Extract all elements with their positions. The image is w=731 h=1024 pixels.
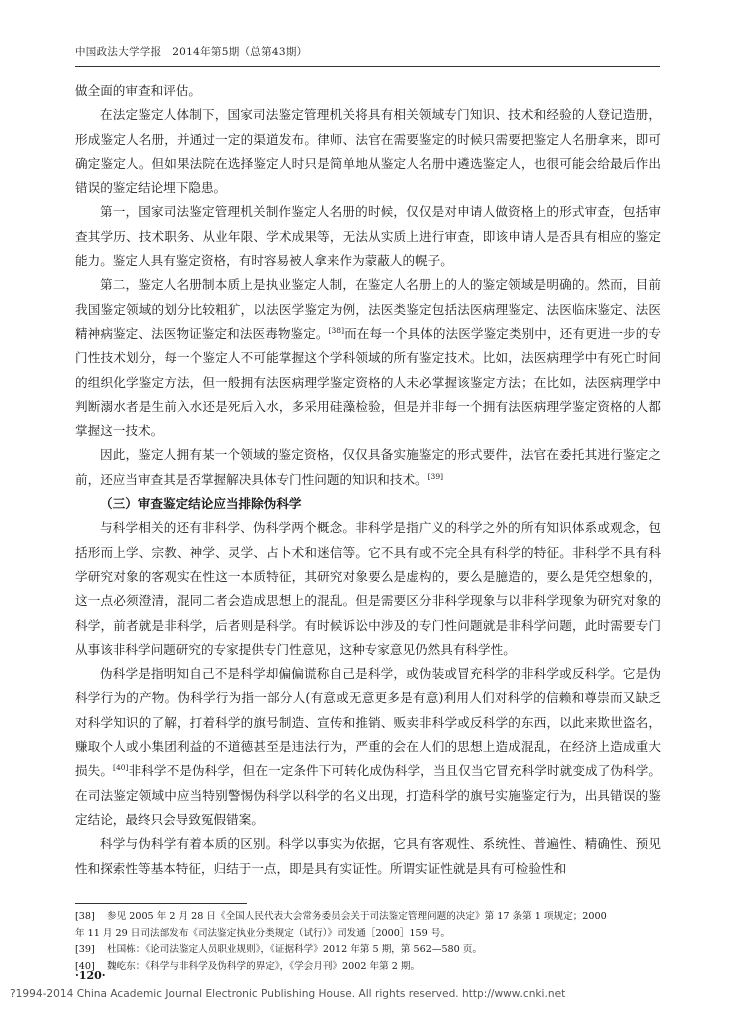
footnote-text: 年 11 月 29 日司法部发布《司法鉴定执业分类规定（试行）》司发通［2000］159 号。: [75, 927, 450, 939]
footnote-ref[interactable]: [38]: [328, 325, 345, 335]
paragraph-text: 非科学不是伪科学，但在一定条件下可转化成伪科学，当且仅当它冒充科学时就变成了伪科学。在司法鉴定领域中应当特别警惕伪科学以科学的名义出现，打造科学的旗号实施鉴定行为，出具错误的鉴定结论，最终只会导致冤假错案。: [75, 763, 662, 827]
footnote-ref[interactable]: [40]: [113, 763, 129, 773]
page-number: ·120·: [75, 969, 106, 982]
header-rule: [75, 66, 660, 67]
footnote-ref[interactable]: [39]: [427, 471, 444, 481]
article-body: [75, 79, 661, 881]
footnote-text: 魏屹东：《科学与非科学及伪科学的界定》，《学会月刊》2002 年第 2 期。: [107, 960, 421, 972]
paragraph-text: 第二，鉴定人名册制本质上是执业鉴定人制，在鉴定人名册上的人的鉴定领域是明确的。然而，目前我国鉴定领域的划分比较粗犷，以法医学鉴定为例，法医类鉴定包括法医病理鉴定、法医临床鉴定、法医精神病鉴定、法医物证鉴定和法医毒物鉴定。: [75, 277, 661, 341]
paragraph: 做全面的审查和评估。: [75, 83, 201, 98]
footnote: [75, 959, 665, 976]
paragraph-text: 伪科学是指明知自己不是科学却偏偏谎称自己是科学，或伪装或冒充科学的非科学或反科学。它是伪科学行为的产物。伪科学行为指一部分人(有意或无意更多是有意)利用人们对科学的信赖和尊崇而又缺乏对科学知识的了解，打着科学的旗号制造、宣传和推销、贩卖非科学或反科学的东西，以此来欺世盗名，赚取个人或小集团利益的不道德甚至是违法行为，严重的会在人们的思想上造成混乱，在经济上造成重大损失。: [75, 666, 661, 779]
paragraph-text: 而在每一个具体的法医学鉴定类别中，还有更进一步的专门性技术划分，每一个鉴定人不可能掌握这个学科领域的所有鉴定技术。比如，法医病理学中有死亡时间的组织化学鉴定方法，但一般拥有法医病理学鉴定资格的人未必掌握该鉴定方法；在比如，法医病理学中判断溺水者是生前入水还是死后入水，多采用硅藻检验，但是并非每一个拥有法医病理学鉴定资格的人都掌握这一技术。: [75, 325, 662, 439]
section-heading: （三）审查鉴定结论应当排除伪科学: [100, 496, 302, 512]
paragraph: 科学与伪科学有着本质的区别。科学以事实为依据，它具有客观性、系统性、普遍性、精确性、预见性和探索性等基本特征，归结于一点，即是具有实证性。所谓实证性就是具有可检验性和: [75, 836, 661, 876]
footnote-text: 杜国栋：《论司法鉴定人员职业规则》，《证据科学》2012 年第 5 期，第 562—580 页。: [107, 944, 482, 955]
copyright-footer: ?1994-2014 China Academic Journal Electronic Publishing House. All rights reserved. http://www.cnki.net: [10, 988, 566, 1000]
footnote-continuation: [75, 926, 665, 943]
paragraph: [75, 662, 661, 832]
paragraph: 第一，国家司法鉴定管理机关制作鉴定人名册的时候，仅仅是对申请人做资格上的形式审查，包括审查其学历、技术职务、从业年限、学术成果等，无法从实质上进行审查，即该申请人是否具有相应的鉴定能力。鉴定人具有鉴定资格，有时容易被人拿来作为蒙蔽人的幌子。: [75, 204, 661, 269]
footnotes: [75, 909, 665, 975]
footnote: [75, 909, 665, 926]
paragraph: 与科学相关的还有非科学、伪科学两个概念。非科学是指广义的科学之外的所有知识体系或观念，包括形而上学、宗教、神学、灵学、占卜术和迷信等。它不具有或不完全具有科学的特征。非科学不具有科学研究对象的客观实在性这一本质特征，其研究对象要么是虚构的，要么是臆造的，要么是凭空想象的，这一点必须澄清，混同二者会造成思想上的混乱。但是需要区分非科学现象与以非科学现象为研究对象的科学，前者就是非科学，后者则是科学。有时候诉讼中涉及的专门性问题就是非科学问题，此时需要专门从事该非科学问题研究的专家提供专门性意见，这种专家意见仍然具有科学性。: [75, 520, 661, 657]
footnote-number: [40]: [75, 960, 95, 972]
footnote: [75, 942, 665, 959]
footnote-number: [39]: [75, 944, 95, 955]
paragraph: [75, 443, 661, 492]
footnote-text: 参见 2005 年 2 月 28 日《全国人民代表大会常务委员会关于司法鉴定管理问题的决定》第 17 条第 1 项规定；2000: [107, 911, 607, 922]
footnote-number: [38]: [75, 911, 95, 922]
paragraph: 在法定鉴定人体制下，国家司法鉴定管理机关将具有相关领域专门知识、技术和经验的人登记造册，形成鉴定人名册，并通过一定的渠道发布。律师、法官在需要鉴定的时候只需要把鉴定人名册拿来，即可确定鉴定人。但如果法院在选择鉴定人时只是简单地从鉴定人名册中遴选鉴定人，也很可能会给最后作出错误的鉴定结论埋下隐患。: [75, 107, 661, 196]
running-header: 中国政法大学学报 2014年第5期（总第43期）: [75, 46, 308, 58]
paragraph-text: 因此，鉴定人拥有某一个领域的鉴定资格，仅仅具备实施鉴定的形式要件，法官在委托其进行鉴定之前，还应当审查其是否掌握解决具体专门性问题的知识和技术。: [75, 447, 661, 487]
paragraph: [75, 273, 661, 443]
footnote-rule: [75, 903, 247, 904]
